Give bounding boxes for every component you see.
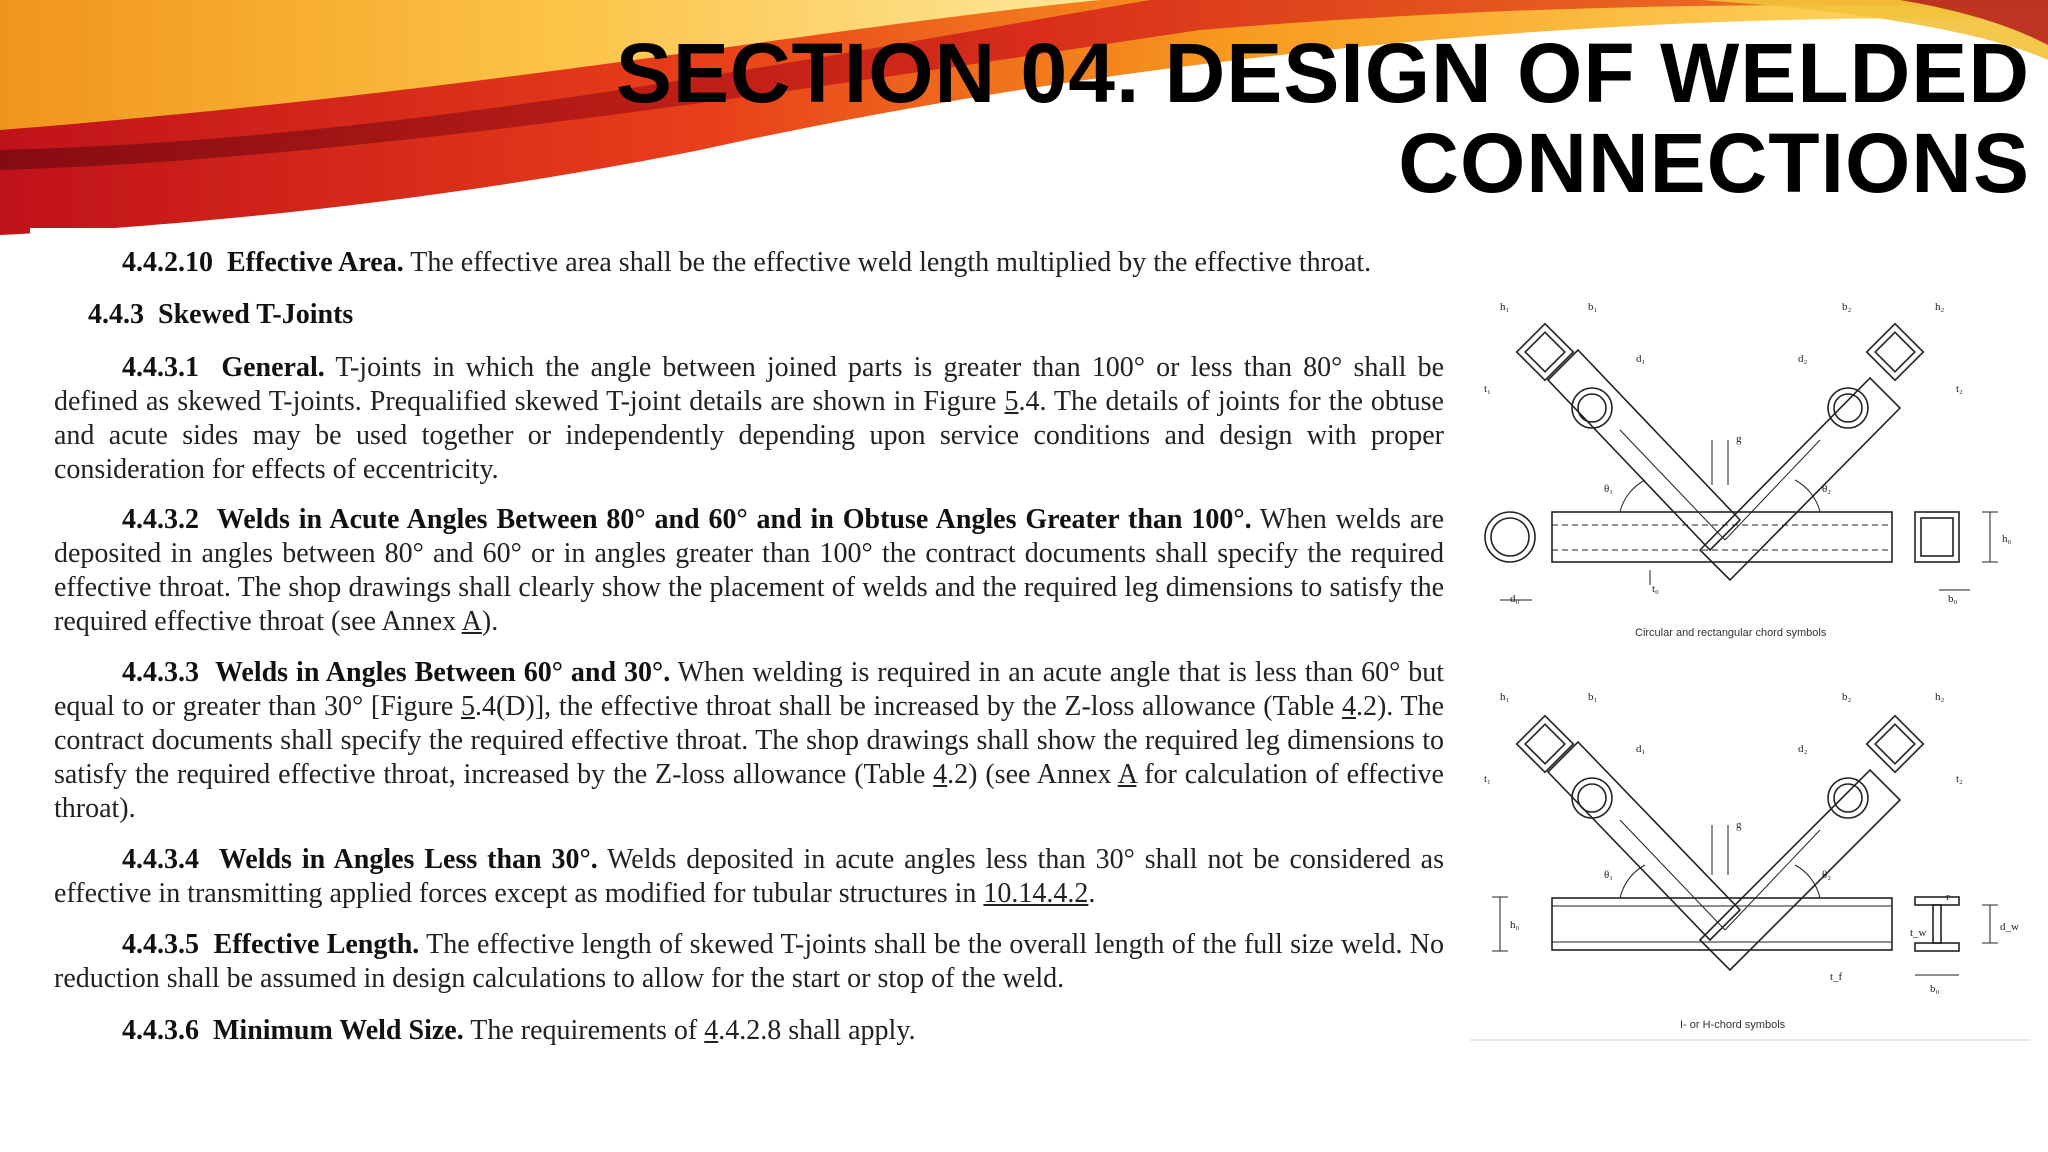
para-heading: Welds in Angles Between 60° and 30°. [214,657,671,688]
label-t0: t₀ [1652,583,1659,595]
para-text-cont: . [1088,878,1096,909]
bottom-figure-caption: I- or H-chord symbols [1680,1019,1786,1031]
label-theta2-bottom: θ₂ [1822,869,1832,881]
para-text-cont: .2). The contract documents shall specify the required effective throat. The shop drawings shall show the required leg dimensions to satisfy the required effective throat, increased by the Z-loss allowance (Table [54,691,1445,790]
para-4-4-3-2 [54,503,1444,639]
para-text-cont: for calculation of effective throat). [54,759,1444,824]
para-4-4-3-4 [54,843,1444,911]
para-4-4-2-10 [122,246,1462,280]
label-h2-bottom: h₂ [1935,691,1945,703]
para-text: When welds are deposited in angles between 80° and 60° or in angles greater than 100° the contract documents shall specify the required effective throat. The shop drawings shall clearly show the placement of welds and the required leg dimensions to satisfy the required effective throat (see Annex [54,504,1445,637]
para-text: The effective area shall be the effective weld length multiplied by the effective throat. [403,247,1372,278]
para-text: Welds deposited in acute angles less than 30° shall not be considered as effective in transmitting applied forces except as modified for tubular structures in [54,844,1444,909]
para-number: 4.4.3.3 [122,657,199,688]
para-number: 4.4.2.10 [122,247,213,278]
label-t2: t₂ [1956,383,1963,395]
para-text: The effective length of skewed T-joints shall be the overall length of the full size weld. No reduction shall be assumed in design calculations to allow for the start or stop of the weld. [54,929,1444,994]
label-g-bottom: g [1736,819,1742,831]
para-text: When welding is required in an acute angle that is less than 60° but equal to or greater than 30° [Figure [54,657,1445,722]
section-number: 4.4.3 [88,299,144,330]
label-d0: d₀ [1510,593,1520,605]
label-tw: t_w [1910,927,1927,939]
section-ref-link[interactable]: 4 [704,1015,719,1046]
para-4-4-3-6 [54,1014,1444,1048]
para-text-cont: .2) (see Annex [947,759,1118,790]
label-b2-bottom: b₂ [1842,691,1852,703]
label-d2-bottom: d₂ [1798,743,1808,755]
label-h2: h₂ [1935,301,1945,313]
para-text: T-joints in which the angle between joined parts is greater than 100° or less than 80° shall be defined as skewed T-joints. Prequalified skewed T-joint details are shown in Figure [54,352,1444,417]
slide-title-line-1: SECTION 04. DESIGN OF WELDED [615,26,2030,120]
para-number: 4.4.3.1 [122,352,199,383]
label-d1-bottom: d₁ [1636,743,1646,755]
para-heading: General. [221,352,325,383]
annex-ref-link[interactable]: A [1117,759,1137,790]
para-text-cont: .4. The details of joints for the obtuse and acute sides may be used together or independently depending upon service conditions and design with proper consideration for effects of eccentricity. [54,386,1444,485]
label-theta1: θ₁ [1604,483,1614,495]
label-h0-bottom: h₀ [1510,919,1520,931]
para-heading: Welds in Angles Less than 30°. [218,844,598,875]
label-d1: d₁ [1636,353,1646,365]
section-ref-link[interactable]: 10.14.4.2 [983,878,1089,909]
label-dw: d_w [2000,921,2019,933]
para-text-cont: .4(D)], the effective throat shall be increased by the Z-loss allowance (Table [474,691,1342,722]
joint-symbol-figures [1470,280,2030,1050]
para-number: 4.4.3.5 [122,929,199,960]
brace-right [1700,378,1900,580]
i-section-icon [1915,897,1959,951]
table-ref-link[interactable]: 4 [933,759,948,790]
top-figure-caption: Circular and rectangular chord symbols [1635,627,1827,639]
para-heading: Effective Area. [227,247,404,278]
para-4-4-3-1 [54,351,1444,487]
label-b2: b₂ [1842,301,1852,313]
label-r: r [1946,891,1950,903]
figure-ref-link[interactable]: 5 [1004,386,1019,417]
para-number: 4.4.3.2 [122,504,199,535]
annex-ref-link[interactable]: A [461,606,482,637]
label-theta1-bottom: θ₁ [1604,869,1614,881]
document-excerpt [30,228,1500,1068]
label-d2: d₂ [1798,353,1808,365]
label-tf: t_f [1830,971,1843,983]
label-b0-bottom: b₀ [1930,983,1940,995]
label-t1-bottom: t₁ [1484,773,1491,785]
para-heading: Minimum Weld Size. [213,1015,464,1046]
para-4-4-3-3 [54,656,1444,826]
para-heading: Welds in Acute Angles Between 80° and 60° and in Obtuse Angles Greater than 100°. [216,504,1252,535]
table-ref-link[interactable]: 4 [1341,691,1356,722]
label-theta2: θ₂ [1822,483,1832,495]
label-b1-bottom: b₁ [1588,691,1598,703]
para-heading: Effective Length. [213,929,420,960]
para-text-cont: ). [481,606,499,637]
section-4-4-3 [88,298,1478,332]
circular-rectangular-chord-figure [1485,324,1998,600]
circular-section-icon [1485,512,1535,562]
label-h1: h₁ [1500,301,1510,313]
label-t1: t₁ [1484,383,1491,395]
para-text: The requirements of [463,1015,705,1046]
section-heading: Skewed T-Joints [158,299,354,330]
figure-ref-link[interactable]: 5 [460,691,475,722]
label-t2-bottom: t₂ [1956,773,1963,785]
slide-title [530,28,2030,208]
label-b0: b₀ [1948,593,1958,605]
label-g: g [1736,433,1742,445]
para-4-4-3-5 [54,928,1444,996]
para-number: 4.4.3.6 [122,1015,199,1046]
para-text-cont: .4.2.8 shall apply. [718,1015,916,1046]
slide-title-line-2: CONNECTIONS [1398,116,2030,210]
label-b1: b₁ [1588,301,1598,313]
label-h1-bottom: h₁ [1500,691,1510,703]
brace-left [1548,350,1740,550]
i-h-chord-figure [1470,716,2030,1040]
para-number: 4.4.3.4 [122,844,199,875]
label-h0: h₀ [2002,533,2012,545]
